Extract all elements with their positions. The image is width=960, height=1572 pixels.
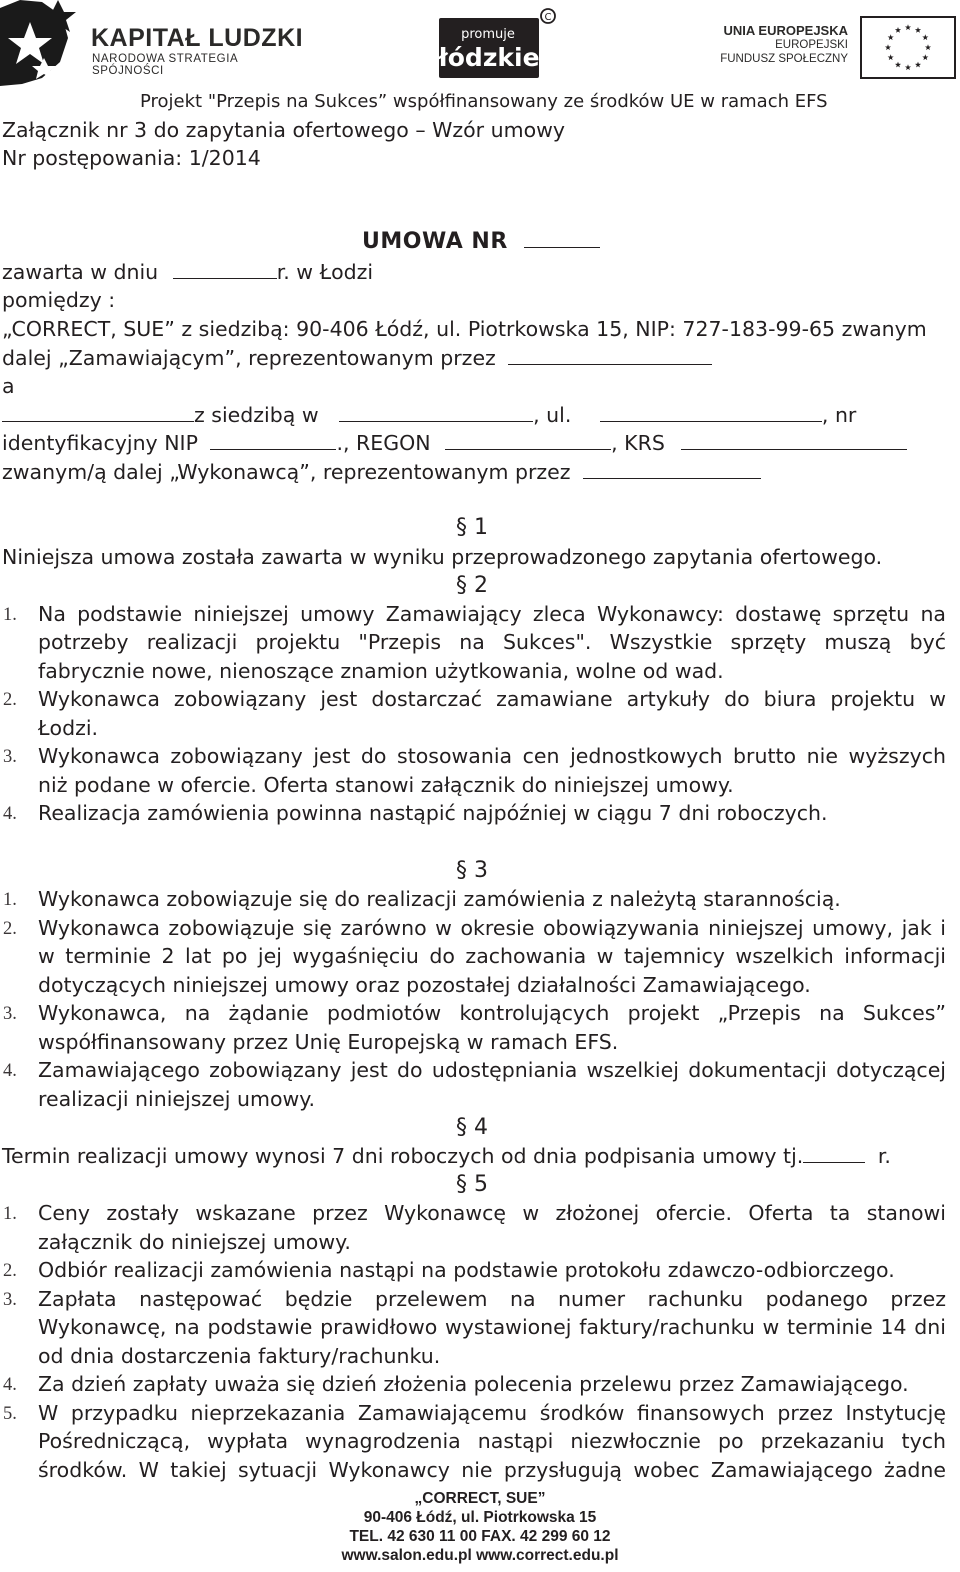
section-1-mark: § 1 <box>456 515 488 540</box>
s5-item-1-line1: Ceny zostały wskazane przez Wykonawcę w złożonej ofercie. Oferta ta stanowi <box>38 1201 946 1225</box>
attachment-line: Załącznik nr 3 do zapytania ofertowego – Wzór umowy <box>2 118 566 142</box>
footer-phones: TEL. 42 630 11 00 FAX. 42 299 60 12 <box>349 1528 611 1545</box>
s2-item-1-number: 1. <box>3 605 17 625</box>
section-4-text-prefix: Termin realizacji umowy wynosi 7 dni roboczych od dnia podpisania umowy tj. <box>2 1144 804 1168</box>
s2-item-4-line1: Realizacja zamówienia powinna nastąpić najpóźniej w ciągu 7 dni roboczych. <box>38 801 828 825</box>
party1-line2 <box>2 344 712 372</box>
kapital-ludzki-logo <box>0 0 310 92</box>
s2-item-3-line1: Wykonawca zobowiązany jest do stosowania cen jednostkowych brutto nie wyższych <box>38 744 946 768</box>
project-cofinancing-line: Projekt "Przepis na Sukces” współfinansowany ze środków UE w ramach EFS <box>140 91 828 112</box>
footer-websites: www.salon.edu.pl www.correct.edu.pl <box>341 1547 619 1564</box>
s3-item-1-number: 1. <box>3 890 17 910</box>
s3-item-3-line1: Wykonawca, na żądanie podmiotów kontrolujących projekt „Przepis na Sukces” <box>38 1001 946 1025</box>
s5-item-2-number: 2. <box>3 1261 17 1281</box>
section-4-text-suffix: r. <box>877 1144 891 1168</box>
s2-item-3-line2: niż podane w ofercie. Oferta stanowi załącznik do niniejszej umowy. <box>38 773 734 797</box>
party1-represented: dalej „Zamawiającym”, reprezentowanym przez <box>2 346 496 370</box>
s3-item-3-number: 3. <box>3 1004 17 1024</box>
date-blank[interactable] <box>173 260 277 279</box>
party2-called: zwanym/ą dalej „Wykonawcą”, reprezentowanym przez <box>2 460 571 484</box>
party2-regon-blank[interactable] <box>445 431 611 450</box>
party2-line3 <box>2 458 761 486</box>
party2-seat-label: z siedzibą w <box>194 403 319 427</box>
section-5-mark: § 5 <box>456 1172 488 1197</box>
concluded-prefix: zawarta w dniu <box>2 260 159 284</box>
s5-item-1-number: 1. <box>3 1204 17 1224</box>
ue-text-block <box>648 24 848 66</box>
svg-text:łódzkie: łódzkie <box>438 43 540 72</box>
s5-item-4-number: 4. <box>3 1375 17 1395</box>
party1-line1: „CORRECT, SUE” z siedzibą: 90-406 Łódź, ul. Piotrkowska 15, NIP: 727-183-99-65 zwanym <box>2 317 927 341</box>
party2-city-blank[interactable] <box>339 403 533 422</box>
contract-title-text: UMOWA NR <box>362 229 508 254</box>
concluded-line <box>2 258 373 286</box>
s2-item-4-number: 4. <box>3 804 17 824</box>
svg-text:C: C <box>544 12 552 23</box>
s5-item-2-line1: Odbiór realizacji zamówienia nastąpi na podstawie protokołu zdawczo-odbiorczego. <box>38 1258 895 1282</box>
party1-representative-blank[interactable] <box>508 346 712 365</box>
party2-street-blank[interactable] <box>600 403 822 422</box>
kapital-ludzki-subtitle: NARODOWA STRATEGIA SPÓJNOŚCI <box>92 53 238 77</box>
s2-item-2-number: 2. <box>3 690 17 710</box>
footer-address: 90-406 Łódź, ul. Piotrkowska 15 <box>363 1509 597 1526</box>
section-1-text: Niniejsza umowa została zawarta w wyniku przeprowadzonego zapytania ofertowego. <box>2 545 883 569</box>
s3-item-3-line2: współfinansowany przez Unię Europejską w ramach EFS. <box>38 1030 619 1054</box>
and-line: a <box>2 374 15 398</box>
s2-item-3-number: 3. <box>3 747 17 767</box>
s3-item-2-number: 2. <box>3 919 17 939</box>
section-4-date-blank[interactable] <box>803 1144 865 1163</box>
party2-representative-blank[interactable] <box>583 460 761 479</box>
between-line: pomiędzy : <box>2 288 116 312</box>
s5-item-5-line2: Pośredniczącą, wypłata wynagrodzenia nastąpi niezwłocznie po przekazaniu tych <box>38 1429 946 1453</box>
ue-fund-line2: FUNDUSZ SPOŁECZNY <box>720 53 848 65</box>
kapital-ludzki-title: KAPITAŁ LUDZKI <box>91 24 304 52</box>
s3-item-4-line1: Zamawiającego zobowiązany jest do udostępniania wszelkiej dokumentacji dotyczącej <box>38 1058 946 1082</box>
s3-item-2-line1: Wykonawca zobowiązuje się zarówno w okresie obowiązywania niniejszej umowy, jak i <box>38 916 946 940</box>
party2-nr-label: , nr <box>821 403 857 427</box>
footer-company-name: „CORRECT, SUE” <box>414 1490 546 1507</box>
s3-item-4-line2: realizacji niniejszej umowy. <box>38 1087 315 1111</box>
s5-item-5-line3: środków. W takiej sytuacji Wykonawcy nie przysługują wobec Zamawiającego żadne <box>38 1458 946 1482</box>
logo-header <box>0 0 960 95</box>
s3-item-2-line2: w terminie 2 lat po jej wygaśnięciu do zachowania w tajemnicy wszelkich informacji <box>38 944 946 968</box>
procedure-number: Nr postępowania: 1/2014 <box>2 146 261 170</box>
contract-number-blank[interactable] <box>524 229 600 248</box>
party2-name-blank[interactable] <box>2 403 194 422</box>
s2-item-1-line3: fabrycznie nowe, nienoszące znamion użytkowania, wolne od wad. <box>38 659 724 683</box>
section-4-text <box>2 1142 891 1170</box>
party2-nip-blank[interactable] <box>210 431 336 450</box>
s3-item-2-line3: dotyczących niniejszej umowy oraz pozostałej działalności Zamawiającego. <box>38 973 811 997</box>
party2-nip-label: identyfikacyjny NIP <box>2 431 198 455</box>
section-3-mark: § 3 <box>456 858 488 883</box>
s5-item-3-line3: od dnia dostarczenia faktury/rachunku. <box>38 1344 441 1368</box>
s2-item-1-line2: potrzeby realizacji projektu "Przepis na Sukces". Wszystkie sprzęty muszą być <box>38 630 946 654</box>
s2-item-2-line1: Wykonawca zobowiązany jest dostarczać zamawiane artykuły do biura projektu w <box>38 687 946 711</box>
promuje-lodzkie-logo <box>436 8 558 80</box>
ue-title: UNIA EUROPEJSKA <box>723 23 848 38</box>
star-figure-icon <box>0 0 90 92</box>
section-2-mark: § 2 <box>456 573 488 598</box>
s5-item-3-line2: Wykonawcę, na podstawie prawidłowo wystawionej faktury/rachunku w terminie 14 dni <box>38 1315 946 1339</box>
s5-item-5-line1: W przypadku nieprzekazania Zamawiającemu środków finansowych przez Instytucję <box>38 1401 946 1425</box>
s2-item-2-line2: Łodzi. <box>38 716 99 740</box>
s5-item-3-number: 3. <box>3 1290 17 1310</box>
party2-regon-label: ., REGON <box>336 431 431 455</box>
contract-title <box>362 229 600 254</box>
s5-item-1-line2: załącznik do niniejszej umowy. <box>38 1230 351 1254</box>
s5-item-3-line1: Zapłata następować będzie przelewem na numer rachunku podanego przez <box>38 1287 946 1311</box>
s5-item-4-line1: Za dzień zapłaty uważa się dzień złożenia polecenia przelewu przez Zamawiającego. <box>38 1372 909 1396</box>
section-4-mark: § 4 <box>456 1115 488 1140</box>
party2-krs-label: , KRS <box>611 431 665 455</box>
concluded-suffix: r. w Łodzi <box>276 260 374 284</box>
ue-fund-line1: EUROPEJSKI <box>775 39 848 51</box>
party2-line1 <box>2 401 856 429</box>
eu-flag-icon <box>860 16 956 79</box>
party2-line2 <box>2 429 907 457</box>
s3-item-4-number: 4. <box>3 1061 17 1081</box>
party2-krs-blank[interactable] <box>681 431 907 450</box>
s2-item-1-line1: Na podstawie niniejszej umowy Zamawiający zleca Wykonawcy: dostawę sprzętu na <box>38 602 946 626</box>
party2-street-label: , ul. <box>533 403 572 427</box>
s3-item-1-line1: Wykonawca zobowiązuje się do realizacji zamówienia z należytą starannością. <box>38 887 841 911</box>
s5-item-5-number: 5. <box>3 1404 17 1424</box>
svg-text:promuje: promuje <box>461 27 515 42</box>
